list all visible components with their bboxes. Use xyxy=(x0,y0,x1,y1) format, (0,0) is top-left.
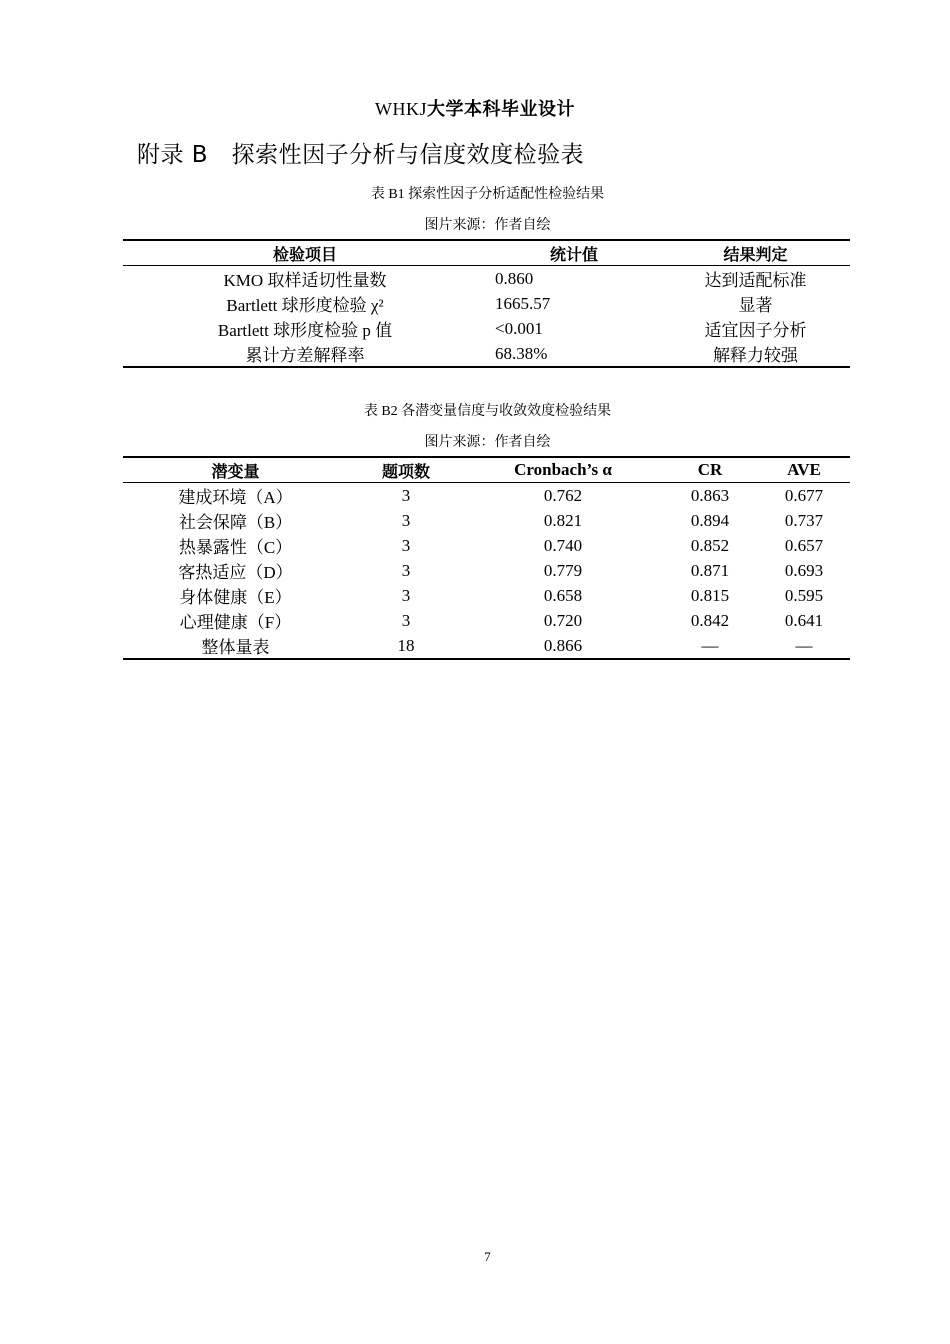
table-cell: 68.38% xyxy=(487,341,661,367)
table-b1-header-row xyxy=(123,240,850,266)
table-cell: 显著 xyxy=(738,296,773,315)
table-cell: 身体健康（E） xyxy=(179,588,292,607)
table-cell: 客热适应（D） xyxy=(178,563,293,582)
table-cell: 心理健康（F） xyxy=(179,613,292,632)
page-header xyxy=(0,95,950,121)
table-cell: — xyxy=(662,633,758,659)
table-row xyxy=(123,341,850,367)
table-b2-source: 图片来源：作者自绘 xyxy=(424,435,551,450)
table-cell: 3 xyxy=(401,585,411,605)
table-cell: 0.821 xyxy=(543,510,583,530)
table-b2-col-cr: CR xyxy=(662,457,758,483)
table-b1 xyxy=(123,239,850,368)
table-b2 xyxy=(123,456,850,660)
table-cell: 0.842 xyxy=(690,610,730,630)
table-cell: 0.815 xyxy=(690,585,730,605)
table-cell: Bartlett 球形度检验 χ² xyxy=(226,296,384,315)
table-b2-col-variable: 潜变量 xyxy=(123,457,348,483)
table-cell: 0.860 xyxy=(495,268,534,288)
header-prefix: WHKJ xyxy=(375,99,427,119)
table-cell: 0.595 xyxy=(784,585,824,605)
table-cell: 0.762 xyxy=(543,485,583,505)
table-row xyxy=(123,633,850,659)
table-cell: 0.740 xyxy=(543,535,583,555)
table-cell: 0.641 xyxy=(784,610,824,630)
table-cell: 1665.57 xyxy=(495,293,551,313)
table-cell: 整体量表 xyxy=(123,633,348,659)
table-cell: — xyxy=(758,633,850,659)
table-b2-header-row xyxy=(123,457,850,483)
table-cell: 3 xyxy=(401,535,411,555)
table-cell: 社会保障（B） xyxy=(178,513,293,532)
table-row xyxy=(123,316,850,341)
table-cell: 3 xyxy=(401,560,411,580)
table-row xyxy=(123,608,850,633)
table-b2-col-ave: AVE xyxy=(758,457,850,483)
table-cell: 0.693 xyxy=(784,560,824,580)
table-b1-source: 图片来源：作者自绘 xyxy=(424,218,551,233)
table-cell: 0.852 xyxy=(690,535,730,555)
table-cell: 3 xyxy=(401,485,411,505)
table-cell: 累计方差解释率 xyxy=(123,341,487,367)
table-row xyxy=(123,533,850,558)
table-cell: 热暴露性（C） xyxy=(178,538,293,557)
table-cell: 0.677 xyxy=(784,485,824,505)
table-cell: 解释力较强 xyxy=(661,341,850,367)
table-row xyxy=(123,558,850,583)
table-row xyxy=(123,483,850,509)
table-cell: 3 xyxy=(401,610,411,630)
table-row xyxy=(123,291,850,316)
table-cell: 0.720 xyxy=(543,610,583,630)
table-cell: 0.866 xyxy=(464,633,662,659)
table-b2-caption: 表 B2 各潜变量信度与收敛效度检验结果 xyxy=(363,404,612,419)
table-cell: 达到适配标准 xyxy=(704,271,807,290)
table-cell: 18 xyxy=(348,633,464,659)
table-cell: 适宜因子分析 xyxy=(704,321,807,340)
header-school: 大学本科毕业设计 xyxy=(427,99,575,120)
table-cell: 建成环境（A） xyxy=(178,488,293,507)
appendix-title: 附录 B 探索性因子分析与信度效度检验表 xyxy=(137,142,585,168)
table-cell: 0.657 xyxy=(784,535,824,555)
table-cell: KMO 取样适切性量数 xyxy=(223,271,387,290)
table-cell: <0.001 xyxy=(495,318,543,338)
table-b1-col-item: 检验项目 xyxy=(123,240,487,266)
table-cell: 0.894 xyxy=(690,510,730,530)
page-number: 7 xyxy=(484,1249,491,1264)
table-row xyxy=(123,583,850,608)
table-b1-col-value: 统计值 xyxy=(487,240,661,266)
table-row xyxy=(123,266,850,292)
table-cell: 0.871 xyxy=(690,560,730,580)
table-cell: Bartlett 球形度检验 p 值 xyxy=(217,321,393,340)
table-cell: 0.779 xyxy=(543,560,583,580)
table-b1-col-result: 结果判定 xyxy=(661,240,850,266)
table-b2-col-alpha: Cronbach’s α xyxy=(464,457,662,483)
table-cell: 0.863 xyxy=(690,485,730,505)
table-b1-caption: 表 B1 探索性因子分析适配性检验结果 xyxy=(370,187,605,202)
table-b2-col-items: 题项数 xyxy=(348,457,464,483)
table-cell: 3 xyxy=(401,510,411,530)
table-cell: 0.658 xyxy=(543,585,583,605)
table-row xyxy=(123,508,850,533)
table-cell: 0.737 xyxy=(784,510,824,530)
